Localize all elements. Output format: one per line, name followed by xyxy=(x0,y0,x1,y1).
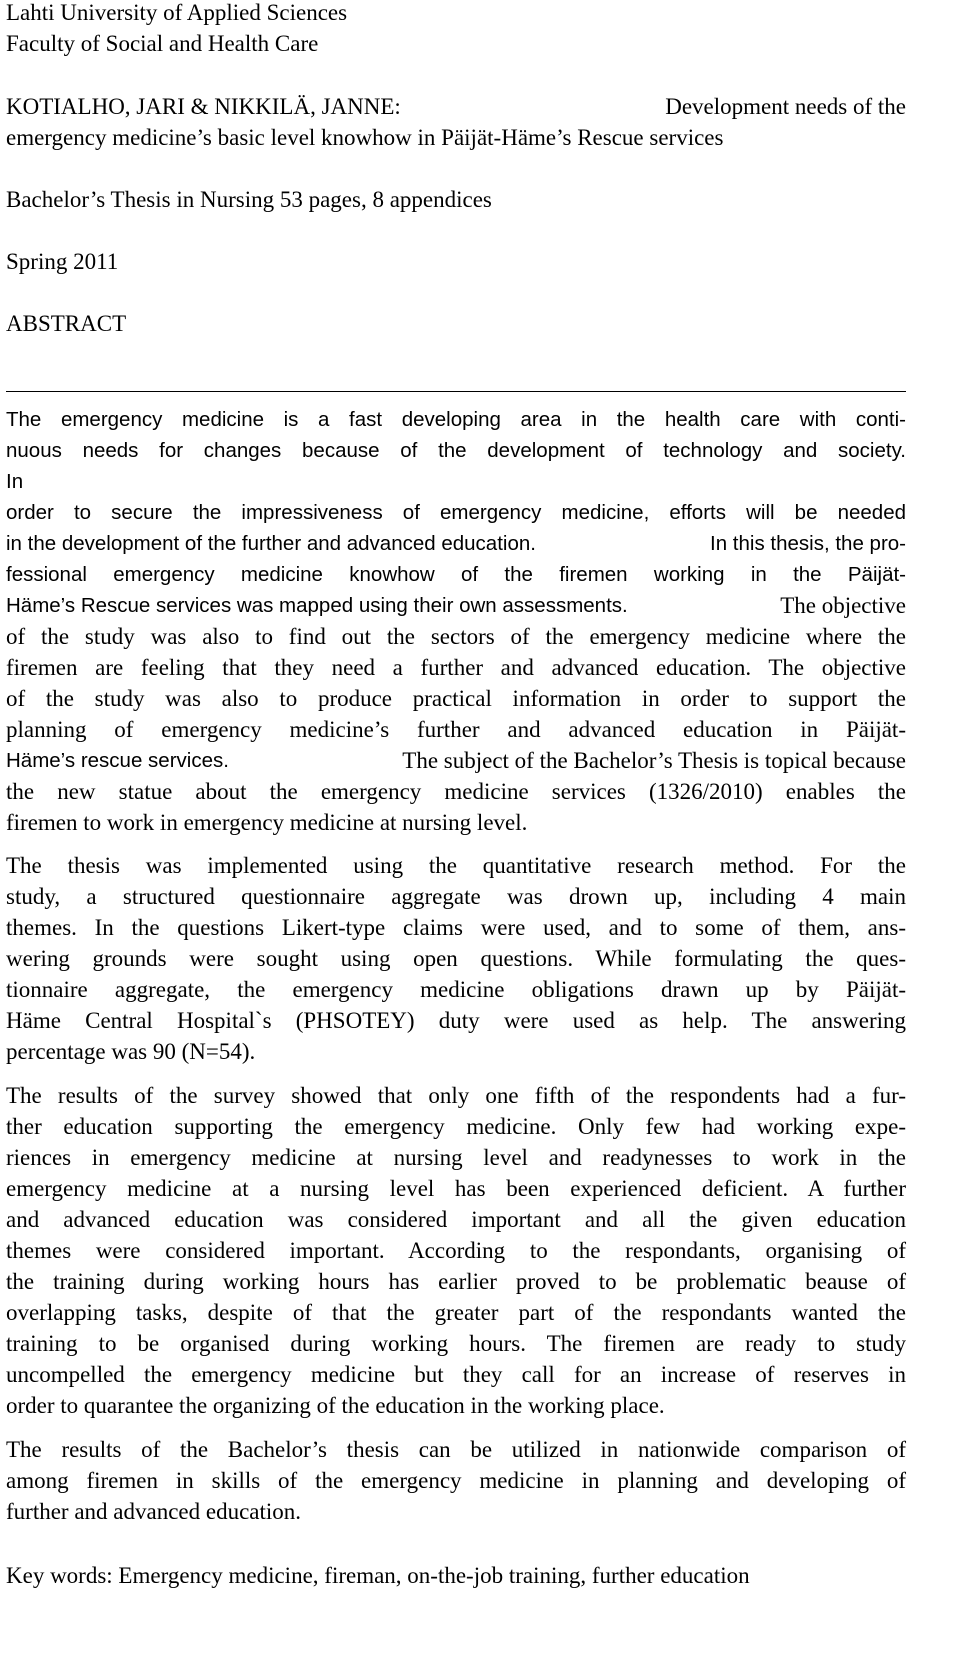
p1-line-mixed xyxy=(6,528,906,559)
p3-line: themes were considered important. According to the respondants, organising of xyxy=(6,1238,906,1263)
p3-line: riences in emergency medicine at nursing level and readynesses to work in the xyxy=(6,1145,906,1170)
p3-line: and advanced education was considered important and all the given education xyxy=(6,1207,906,1232)
faculty-name: Faculty of Social and Health Care xyxy=(6,31,319,56)
p1-line: firemen are feeling that they need a further and advanced education. The objective xyxy=(6,655,906,680)
p2-line: The thesis was implemented using the quantitative research method. For the xyxy=(6,853,906,878)
authors: KOTIALHO, JARI & NIKKILÄ, JANNE: xyxy=(6,94,401,119)
p3-line: ther education supporting the emergency medicine. Only few had working expe- xyxy=(6,1114,906,1139)
authors-title-row xyxy=(6,91,906,122)
section-heading: ABSTRACT xyxy=(6,311,127,336)
p1-span: The subject of the Bachelor’s Thesis is topical because xyxy=(402,748,906,773)
p2-line: themes. In the questions Likert-type claims were used, and to some of them, ans- xyxy=(6,915,906,940)
p2-line: wering grounds were sought using open questions. While formulating the ques- xyxy=(6,946,906,971)
thesis-title-line-1: Development needs of the xyxy=(665,94,906,119)
p1-line: The emergency medicine is a fast developing area in the health care with conti- xyxy=(6,408,906,431)
p1-line: of the study was also to find out the sectors of the emergency medicine where the xyxy=(6,624,906,649)
p1-line-last: firemen to work in emergency medicine at nursing level. xyxy=(6,810,528,835)
p3-line: training to be organised during working hours. The firemen are ready to study xyxy=(6,1331,906,1356)
document-page xyxy=(6,0,906,1663)
p1-line-mixed xyxy=(6,590,906,621)
university-name: Lahti University of Applied Sciences xyxy=(6,0,348,25)
p3-line: The results of the survey showed that only one fifth of the respondents had a fur- xyxy=(6,1083,906,1108)
divider-line xyxy=(6,391,906,392)
p2-line: Häme Central Hospital`s (PHSOTEY) duty were used as help. The answering xyxy=(6,1008,906,1033)
p1-line: order to secure the impressiveness of emergency medicine, efforts will be needed xyxy=(6,501,906,524)
p2-line-last: percentage was 90 (N=54). xyxy=(6,1039,256,1064)
p3-line: the training during working hours has earlier proved to be problematic beause of xyxy=(6,1269,906,1294)
keywords: Key words: Emergency medicine, fireman, on-the-job training, further education xyxy=(6,1563,750,1588)
p1-span: In xyxy=(6,470,24,493)
p1-line-mixed xyxy=(6,466,906,497)
p1-span: The objective xyxy=(780,593,906,618)
p1-line: of the study was also to produce practical information in order to support the xyxy=(6,686,906,711)
p4-line: among firemen in skills of the emergency medicine in planning and developing of xyxy=(6,1468,906,1493)
thesis-title-line-2: emergency medicine’s basic level knowhow in Päijät-Häme’s Rescue services xyxy=(6,125,724,150)
p2-line: study, a structured questionnaire aggregate was drown up, including 4 main xyxy=(6,884,906,909)
thesis-info: Bachelor’s Thesis in Nursing 53 pages, 8 appendices xyxy=(6,187,492,212)
p3-line-last: order to quarantee the organizing of the education in the working place. xyxy=(6,1393,665,1418)
p1-span: Häme’s rescue services. xyxy=(6,749,229,772)
term: Spring 2011 xyxy=(6,249,119,274)
p1-span: In this thesis, the pro- xyxy=(710,532,906,555)
p1-span: in the development of the further and advanced education. xyxy=(6,532,536,555)
p3-line: emergency medicine at a nursing level has been experienced deficient. A further xyxy=(6,1176,906,1201)
p3-line: overlapping tasks, despite of that the greater part of the respondants wanted the xyxy=(6,1300,906,1325)
p4-line-last: further and advanced education. xyxy=(6,1499,302,1524)
p4-line: The results of the Bachelor’s thesis can be utilized in nationwide comparison of xyxy=(6,1437,906,1462)
p1-span: Häme’s Rescue services was mapped using their own assessments. xyxy=(6,594,628,617)
p2-line: tionnaire aggregate, the emergency medicine obligations drawn up by Päijät- xyxy=(6,977,906,1002)
p1-line: nuous needs for changes because of the development of technology and society. xyxy=(6,439,906,462)
p3-line: uncompelled the emergency medicine but they call for an increase of reserves in xyxy=(6,1362,906,1387)
p1-line: the new statue about the emergency medicine services (1326/2010) enables the xyxy=(6,779,906,804)
p1-line: planning of emergency medicine’s further and advanced education in Päijät- xyxy=(6,717,906,742)
p1-line: fessional emergency medicine knowhow of the firemen working in the Päijät- xyxy=(6,563,906,586)
p1-line-mixed xyxy=(6,745,906,776)
